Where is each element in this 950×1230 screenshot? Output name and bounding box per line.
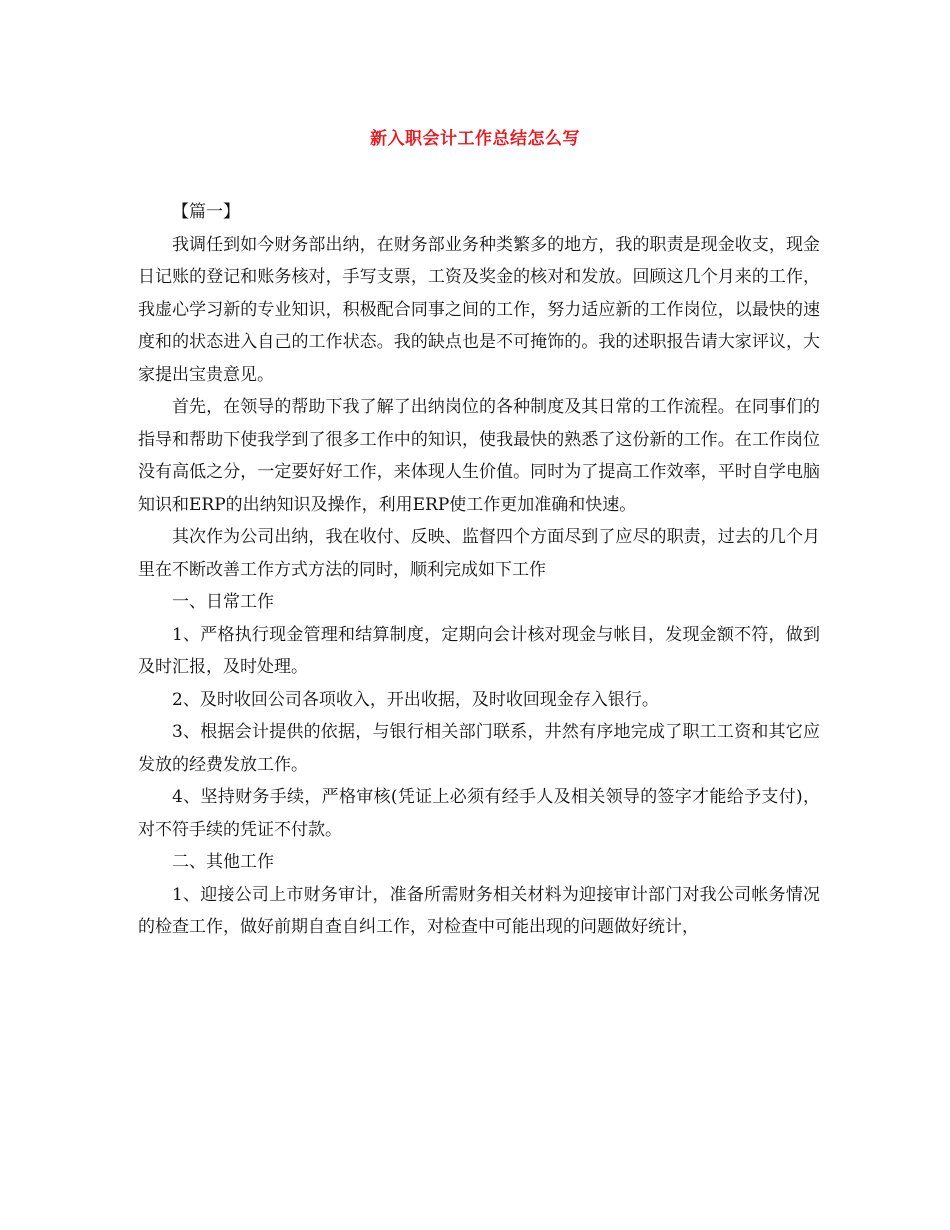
section-label: 【篇一】 (172, 202, 240, 222)
subheading-daily-work: 一、日常工作 (172, 592, 274, 612)
paragraph: 其次作为公司出纳，我在收付、反映、监督四个方面尽到了应尽的职责，过去的几个月里在不断改善工作方式方法的同时，顺利完成如下工作 (138, 527, 820, 580)
subheading-other-work: 二、其他工作 (172, 852, 274, 872)
document-title: 新入职会计工作总结怎么写 (370, 129, 580, 149)
paragraph: 我调任到如今财务部出纳，在财务部业务种类繁多的地方，我的职责是现金收支，现金日记账的登记和账务核对，手写支票，工资及奖金的核对和发放。回顾这几个月来的工作，我虚心学习新的专业知识，积极配合同事之间的工作，努力适应新的工作岗位，以最快的速度和的状态进入自己的工作状态。我的缺点也是不可掩饰的。我的述职报告请大家评议，大家提出宝贵意见。 (138, 234, 820, 385)
list-item: 2、及时收回公司各项收入，开出收据，及时收回现金存入银行。 (172, 689, 659, 710)
list-item: 1、迎接公司上市财务审计，准备所需财务相关材料为迎接审计部门对我公司帐务情况的检查工作，做好前期自查自纠工作，对检查中可能出现的问题做好统计， (138, 884, 820, 937)
document-body (138, 196, 820, 944)
paragraph: 首先，在领导的帮助下我了解了出纳岗位的各种制度及其日常的工作流程。在同事们的指导和帮助下使我学到了很多工作中的知识，使我最快的熟悉了这份新的工作。在工作岗位没有高低之分，一定要好好工作，来体现人生价值。同时为了提高工作效率，平时自学电脑知识和ERP的出纳知识及操作，利用ERP使工作更加准确和快速。 (138, 397, 820, 515)
list-item: 1、严格执行现金管理和结算制度，定期向会计核对现金与帐目，发现金额不符，做到及时汇报，及时处理。 (138, 624, 820, 677)
list-item: 4、坚持财务手续，严格审核(凭证上必须有经手人及相关领导的签字才能给予支付)，对不符手续的凭证不付款。 (138, 787, 820, 840)
list-item: 3、根据会计提供的依据，与银行相关部门联系，井然有序地完成了职工工资和其它应发放的经费发放工作。 (138, 722, 820, 775)
